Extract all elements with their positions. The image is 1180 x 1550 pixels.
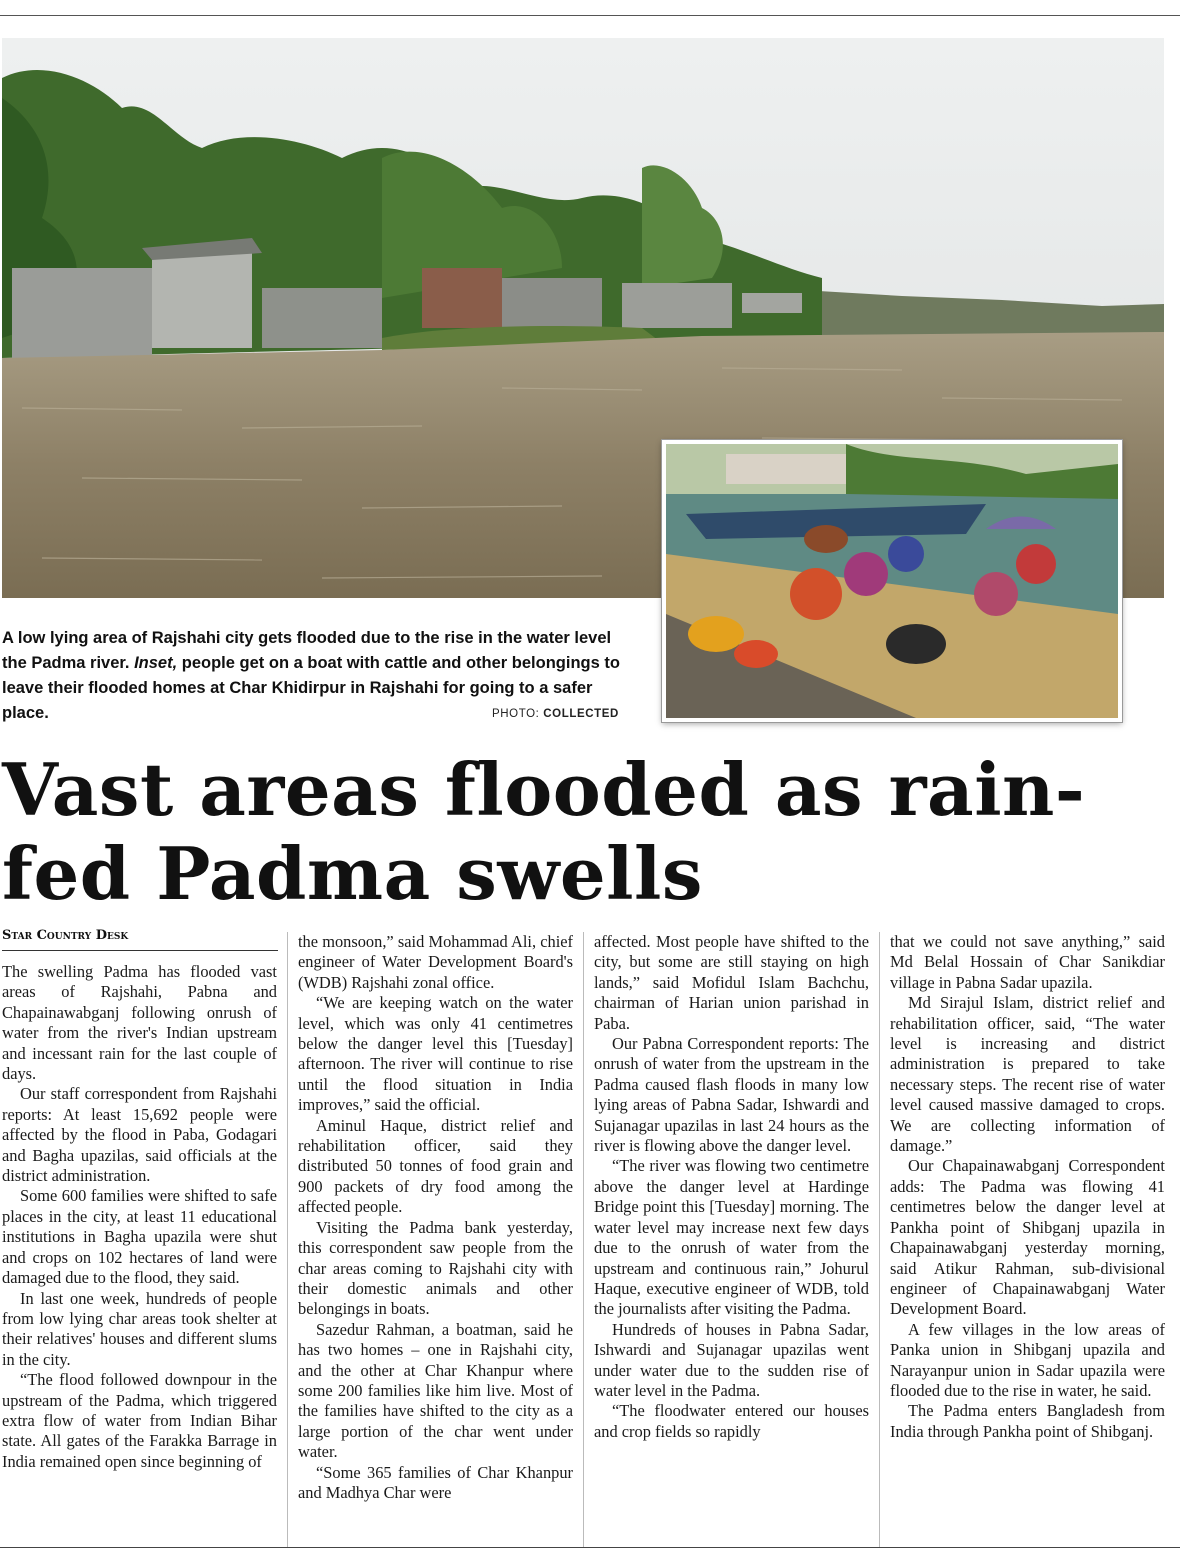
top-rule bbox=[0, 15, 1180, 16]
article-headline: Vast areas flooded as rain-fed Padma swells bbox=[2, 747, 1086, 916]
paragraph: In last one week, hundreds of people from low lying char areas took shelter at their relatives' houses and different slums in the city. bbox=[2, 1288, 277, 1369]
paragraph: Md Sirajul Islam, district relief and rehabilitation officer, said, “The water level is increasing and district administration is prepared to take necessary steps. The recent rise of water level caused massive damaged to crops. We are collecting information of damage.” bbox=[890, 993, 1165, 1156]
photo-credit-prefix: PHOTO: bbox=[492, 708, 544, 720]
paragraph: Some 600 families were shifted to safe places in the city, at least 11 educational institutions in Bagha upazila were shut and crops on 102 hectares of land were damaged due to the flood, they said. bbox=[2, 1186, 277, 1288]
column-separator bbox=[879, 932, 880, 1548]
paragraph: A few villages in the low areas of Panka union in Shibganj upazila and Narayanpur union in Sadar upazila were flooded due to the rise in water, he said. bbox=[890, 1319, 1165, 1400]
paragraph: that we could not save anything,” said Md Belal Hossain of Char Sanikdiar village in Pabna Sadar upazila. bbox=[890, 932, 1165, 992]
paragraph: affected. Most people have shifted to the city, but some are still staying on high lands,” said Mofidul Islam Bachchu, chairman of Harian union parishad in Paba. bbox=[594, 932, 869, 1033]
paragraph: Aminul Haque, district relief and rehabilitation officer, said they distributed 50 tonnes of food grain and 900 packets of dry food among the affected people. bbox=[298, 1115, 573, 1217]
caption-text-2: people get on a boat with cattle and other belongings to leave their flooded homes at Char Khidirpur in Rajshahi for going to a safer place. bbox=[2, 654, 620, 722]
caption-inset-label: Inset, bbox=[134, 654, 178, 672]
bottom-rule bbox=[0, 1547, 1180, 1548]
column-separator bbox=[583, 932, 584, 1548]
paragraph: Visiting the Padma bank yesterday, this correspondent saw people from the char areas coming to Rajshahi city with their domestic animals and other belongings in boats. bbox=[298, 1217, 573, 1319]
photo-credit-source: COLLECTED bbox=[543, 708, 619, 720]
paragraph: Hundreds of houses in Pabna Sadar, Ishwardi and Sujanagar upazilas went under water due to the sudden rise of water level in the Padma. bbox=[594, 1319, 869, 1400]
byline-rule bbox=[2, 950, 278, 951]
paragraph: Our Pabna Correspondent reports: The onrush of water from the upstream in the Padma caused flash floods in many low lying areas of Pabna Sadar, Ishwardi and Sujanagar upazilas in last 24 hours as the river is flowing above the danger level. bbox=[594, 1034, 869, 1156]
boat-scene-illustration bbox=[666, 444, 1118, 718]
article-column-3 bbox=[594, 932, 869, 1442]
column-separator bbox=[287, 932, 288, 1548]
paragraph: Our Chapainawabganj Correspondent adds: The Padma was flowing 41 centimetres below the danger level at Pankha point of Shibganj upazila in Chapainawabganj yesterday morning, said Atikur Rahman, sub-divisional engineer of Chapainawabganj Water Development Board. bbox=[890, 1156, 1165, 1319]
caption-text-1: A low lying area of Rajshahi city gets flooded due to the rise in the water level the Padma river. bbox=[2, 629, 612, 672]
paragraph: “We are keeping watch on the water level, which was only 41 centimetres below the danger level this [Tuesday] afternoon. The river will continue to rise until the flood situation in India improves,” said the official. bbox=[298, 993, 573, 1115]
inset-photo-boat-with-cattle bbox=[662, 440, 1122, 722]
article-column-1 bbox=[2, 962, 277, 1472]
paragraph: The Padma enters Bangladesh from India through Pankha point of Shibganj. bbox=[890, 1401, 1165, 1441]
paragraph: Our staff correspondent from Rajshahi reports: At least 15,692 people were affected by the flood in Paba, Godagari and Bagha upazilas, said officials at the district administration. bbox=[2, 1084, 277, 1186]
article-column-2 bbox=[298, 932, 573, 1503]
paragraph: “Some 365 families of Char Khanpur and Madhya Char were bbox=[298, 1462, 573, 1502]
article-column-4 bbox=[890, 932, 1165, 1442]
paragraph: Sazedur Rahman, a boatman, said he has two homes – one in Rajshahi city, and the other at Char Khanpur where some 200 families like him live. Most of the families have shifted to the city as a large portion of the char went under water. bbox=[298, 1319, 573, 1462]
paragraph: “The flood followed downpour in the upstream of the Padma, which triggered extra flow of water from Indian Bihar state. All gates of the Farakka Barrage in India remained open since beginning of bbox=[2, 1370, 277, 1471]
article-byline: Star Country Desk bbox=[2, 928, 129, 943]
paragraph: The swelling Padma has flooded vast areas of Rajshahi, Pabna and Chapainawabganj following onrush of water from the river's Indian upstream and incessant rain for the last couple of days. bbox=[2, 962, 277, 1084]
photo-credit bbox=[492, 708, 619, 720]
paragraph: “The river was flowing two centimetre above the danger level at Hardinge Bridge point this [Tuesday] morning. The water level may increase next few days due to the onrush of water from the upstream and continuous rain,” Johurul Haque, executive engineer of WDB, told the journalists after visiting the Padma. bbox=[594, 1156, 869, 1319]
paragraph: the monsoon,” said Mohammad Ali, chief engineer of Water Development Board's (WDB) Rajshahi zonal office. bbox=[298, 932, 573, 992]
paragraph: “The floodwater entered our houses and crop fields so rapidly bbox=[594, 1401, 869, 1441]
